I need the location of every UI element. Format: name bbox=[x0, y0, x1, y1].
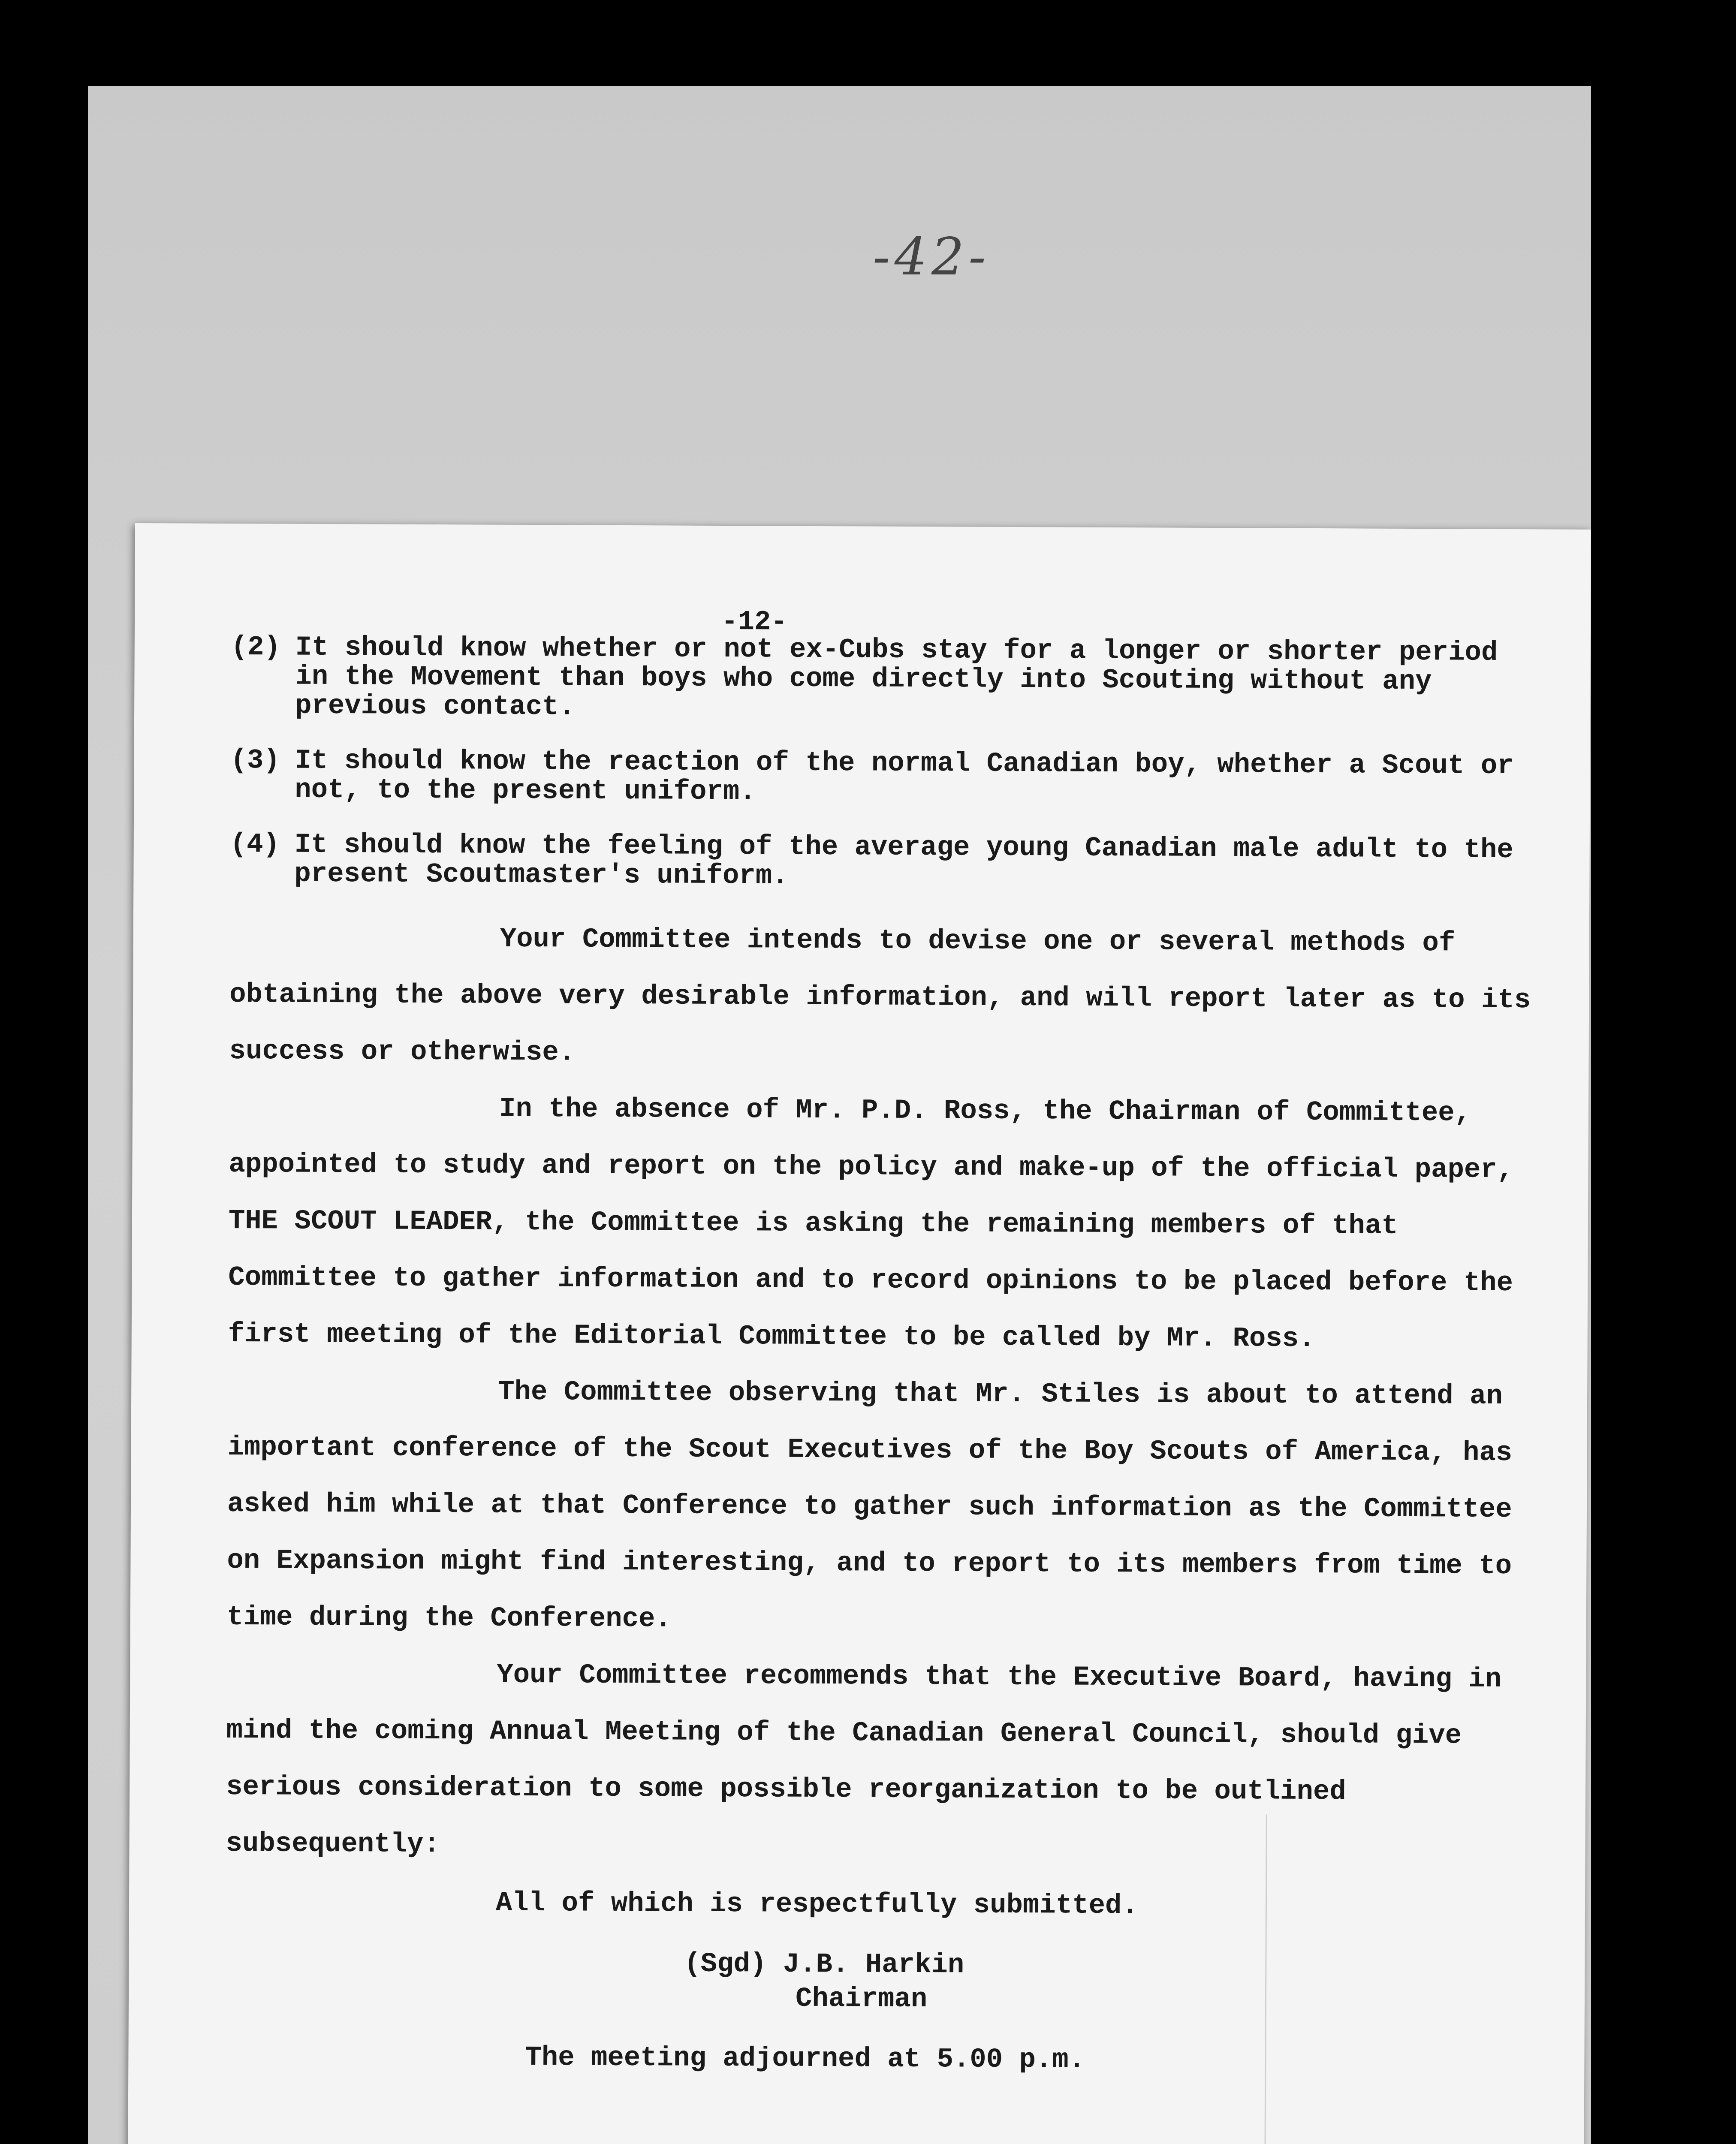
list-item bbox=[230, 830, 1543, 894]
list-item-number: (3) bbox=[230, 745, 280, 777]
archive-sheet-number: -42- bbox=[873, 227, 990, 287]
submitted-line: All of which is respectfully submitted. bbox=[495, 1888, 1138, 1922]
signatory-title: Chairman bbox=[795, 1983, 928, 2015]
list-item-text: It should know the reaction of the normal Canadian boy, whether a Scout or not, to the present uniform. bbox=[295, 745, 1514, 808]
list-item-number: (2) bbox=[231, 632, 281, 663]
signature-line: (Sgd) J.B. Harkin bbox=[684, 1948, 964, 1981]
list-item bbox=[231, 633, 1543, 726]
document-page bbox=[127, 523, 1591, 2144]
list-item-text: It should know the feeling of the average young Canadian male adult to the present Scoutmaster's uniform. bbox=[294, 829, 1513, 892]
list-item-text: It should know whether or not ex-Cubs stay for a longer or shorter period in the Movement than boys who come directly into Scouting without any previous contact. bbox=[295, 632, 1498, 723]
paragraph: Your Committee intends to devise one or several methods of obtaining the above very desirable information, and will report later as to its success or otherwise. bbox=[229, 924, 1531, 1069]
paragraph: In the absence of Mr. P.D. Ross, the Chairman of Committee, appointed to study and report on the policy and make-up of the official paper, THE SCOUT LEADER, the Committee is asking the remaining members of that Committee to gather information and to record opinions to be placed before the first meeting of the Editorial Committee to be called by Mr. Ross. bbox=[228, 1093, 1514, 1355]
adjourned-line: The meeting adjourned at 5.00 p.m. bbox=[525, 2042, 1085, 2076]
page-content bbox=[225, 607, 1543, 2079]
page-number: -12- bbox=[721, 606, 787, 638]
list-item bbox=[230, 746, 1543, 810]
closing-block bbox=[225, 1885, 1538, 2079]
list-item-number: (4) bbox=[230, 829, 280, 861]
paragraph: The Committee observing that Mr. Stiles is about to attend an important conference of the Scout Executives of the Boy Scouts of America, has asked him while at that Conference to gather such information as the Committee on Expansion might find interesting, and to report to its members from time to time during the Conference. bbox=[226, 1376, 1513, 1635]
paragraph: Your Committee recommends that the Executive Board, having in mind the coming Annual Meeting of the Canadian General Council, should give serious consideration to some possible reorganization to be outlined subsequently: bbox=[226, 1659, 1502, 1861]
